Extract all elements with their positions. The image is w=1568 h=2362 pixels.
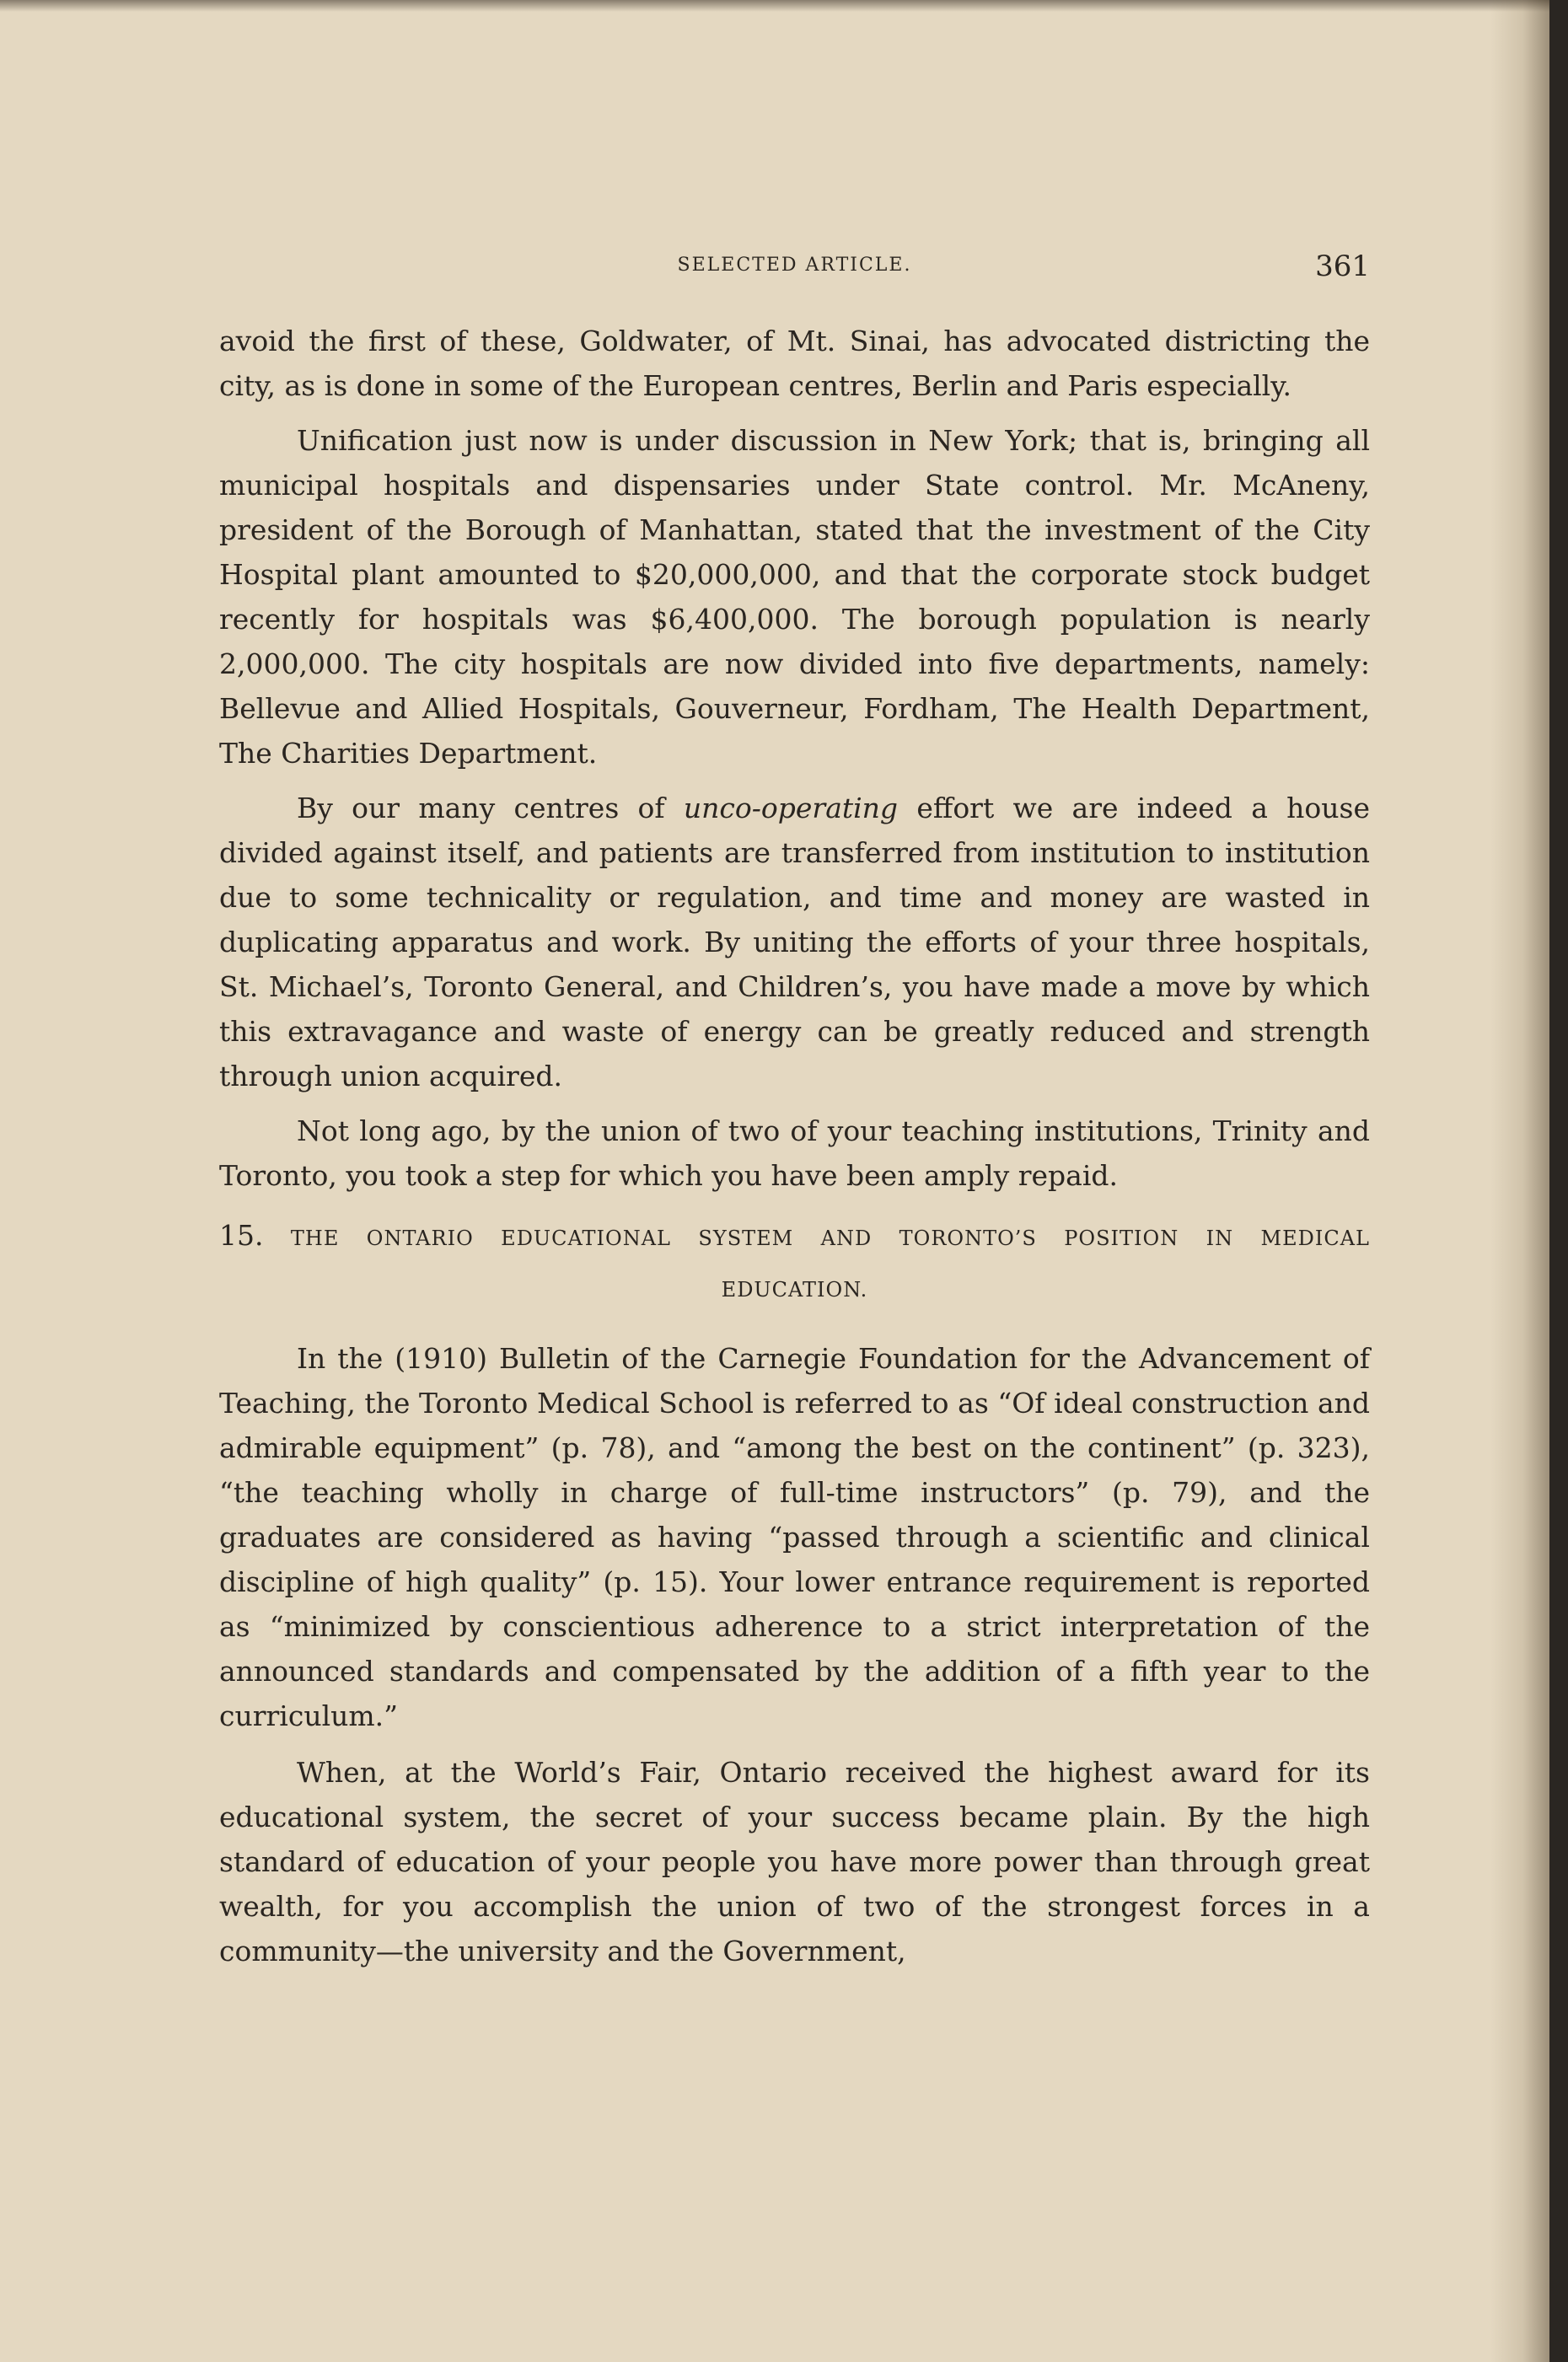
top-shadow — [0, 0, 1549, 12]
section-heading — [219, 1213, 1370, 1261]
section-number: 15. — [219, 1219, 264, 1252]
page-edge-shadow — [1490, 0, 1549, 2362]
section-title-line1: THE ONTARIO EDUCATIONAL SYSTEM AND TORONTO’S POSITION IN MEDICAL — [290, 1227, 1370, 1250]
paragraph-2: Unification just now is under discussion in New York; that is, bringing all municipal hospitals and dispensaries under State control. Mr. McAneny, president of the Borough of Manhattan, stated that the investment of the City Hospital plant amounted to $20,000,000, and that the corporate stock budget recently for hospitals was $6,400,000. The borough population is nearly 2,000,000. The city hospitals are now divided into five departments, namely: Bellevue and Allied Hospitals, Gouverneur, Fordham, The Health Department, The Charities Department. — [219, 424, 1370, 770]
paragraph-3-before: By our many centres of — [297, 792, 684, 824]
section-title-line2: EDUCATION. — [721, 1278, 868, 1302]
running-head: SELECTED ARTICLE. — [677, 255, 912, 276]
paragraph-3-after: effort we are indeed a house divided against itself, and patients are transferred from institution to institution due to some technicality or regulation, and time and money are wasted in duplicating apparatus and work. By uniting the efforts of your three hospitals, St. Michael’s, Toronto General, and Children’s, you have made a move by which this extravagance and waste of energy can be greatly reduced and strength through union acquired. — [219, 792, 1370, 1092]
paragraph-3 — [219, 786, 1370, 1098]
paragraph-4: Not long ago, by the union of two of your teaching institutions, Trinity and Toronto, you took a step for which you have been amply repaid. — [219, 1114, 1370, 1192]
paragraph-1: avoid the first of these, Goldwater, of Mt. Sinai, has advocated districting the city, as is done in some of the European centres, Berlin and Paris especially. — [219, 325, 1370, 402]
paragraph-5: In the (1910) Bulletin of the Carnegie Foundation for the Advancement of Teaching, the Toronto Medical School is referred to as “Of ideal construction and admirable equipment” (p. 78), and “among the best on the continent” (p. 323), “the teaching wholly in charge of full-time instructors” (p. 79), and the graduates are considered as having “passed through a scientific and clinical discipline of high quality” (p. 15). Your lower entrance requirement is reported as “minimized by conscientious adherence to a strict interpretation of the announced standards and compensated by the addition of a fifth year to the curriculum.” — [219, 1342, 1370, 1732]
body-text — [219, 319, 1370, 1984]
page-header — [219, 250, 1370, 292]
page-number: 361 — [1315, 250, 1370, 283]
paragraph-3-emphasis: unco-operating — [683, 792, 899, 824]
paragraph-6: When, at the World’s Fair, Ontario received the highest award for its educational system, the secret of your success became plain. By the high standard of education of your people you have more power than through great wealth, for you accomplish the union of two of the strongest forces in a community—the university and the Government, — [219, 1756, 1370, 1967]
